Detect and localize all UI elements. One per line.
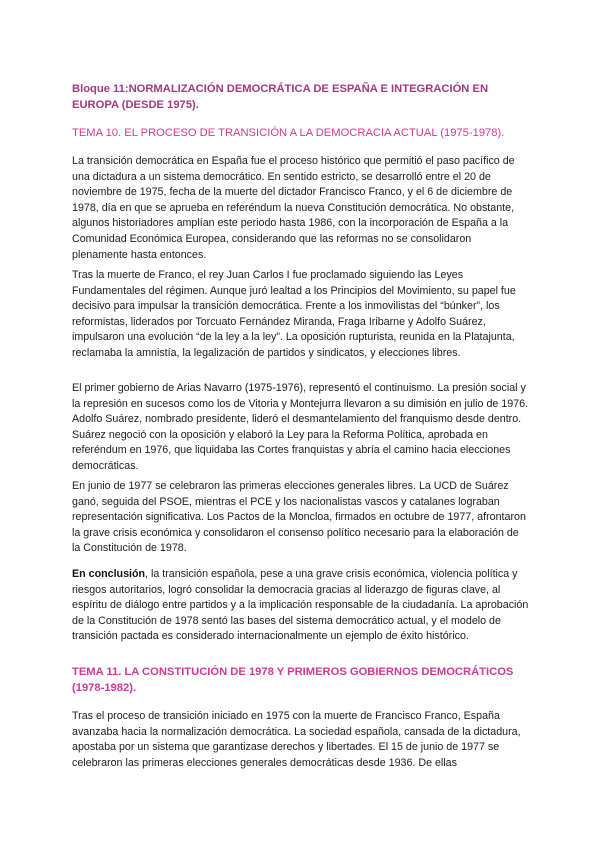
tema-11-paragraph-1: Tras el proceso de transición iniciado en 1975 con la muerte de Francisco Franco, España avanzaba hacia la normalización democrática. La sociedad española, cansada de la dictadura, apostaba por un sistema que garantizase derechos y libertades. El 15 de junio de 1977 se celebraron las primeras elecciones generales democráticas desde 1936. De ellas bbox=[72, 710, 521, 769]
tema-10-conclusion bbox=[72, 567, 530, 645]
tema-10-paragraph-2: Tras la muerte de Franco, el rey Juan Carlos I fue proclamado siguiendo las Leyes Fundamentales del régimen. Aunque juró lealtad a los Principios del Movimiento, su papel fue decisivo para impulsar la transición democrática. Frente a los inmovilistas del “búnker”, los reformistas, liderados por Torcuato Fernández Miranda, Fraga Iribarne y Adolfo Suárez, impulsaron una evolución “de la ley a la ley”. La oposición rupturista, reunida en la Platajunta, reclamaba la amnistía, la legalización de partidos y sindicatos, y elecciones libres. bbox=[72, 269, 516, 359]
tema-11-title: TEMA 11. LA CONSTITUCIÓN DE 1978 Y PRIMEROS GOBIERNOS DEMOCRÁTICOS (1978-1982). bbox=[72, 666, 514, 694]
tema-10-title: TEMA 10. EL PROCESO DE TRANSICIÓN A LA DEMOCRACIA ACTUAL (1975-1978). bbox=[72, 127, 505, 139]
tema-10-paragraph-4: En junio de 1977 se celebraron las primeras elecciones generales libres. La UCD de Suárez ganó, seguida del PSOE, mientras el PCE y los nacionalistas vascos y catalanes lograban representación significativa. Los Pactos de la Moncloa, firmados en octubre de 1977, afrontaron la grave crisis económica y consolidaron el consenso político necesario para la elaboración de la Constitución de 1978. bbox=[72, 480, 526, 555]
conclusion-lead: En conclusión bbox=[72, 568, 146, 580]
conclusion-text: , la transición española, pese a una grave crisis económica, violencia política y riesgos autoritarios, logró consolidar la democracia gracias al liderazgo de figuras clave, al espíritu de diálogo entre partidos y a la implicación responsable de la ciudadanía. La aprobación de la Constitución de 1978 sentó las bases del sistema democrático actual, y el modelo de transición pactada es considerado internacionalmente un ejemplo de éxito histórico. bbox=[72, 568, 529, 643]
tema-10-paragraph-3: El primer gobierno de Arias Navarro (1975-1976), representó el continuismo. La presión social y la represión en sucesos como los de Vitoria y Montejurra llevaron a su dimisión en julio de 1976. Adolfo Suárez, nombrado presidente, lideró el desmantelamiento del franquismo desde dentro. Suárez negoció con la oposición y elaboró la Ley para la Reforma Política, aprobada en referéndum en 1976, que liquidaba las Cortes franquistas y abría el camino hacia elecciones democráticas. bbox=[72, 382, 529, 472]
block-title: Bloque 11:NORMALIZACIÓN DEMOCRÁTICA DE ESPAÑA E INTEGRACIÓN EN EUROPA (DESDE 1975). bbox=[72, 83, 489, 111]
tema-10-paragraph-1: La transición democrática en España fue el proceso histórico que permitió el paso pacífico de una dictadura a un sistema democrático. En sentido estricto, se desarrolló entre el 20 de noviembre de 1975, fecha de la muerte del dictador Francisco Franco, y el 6 de diciembre de 1978, día en que se aprueba en referéndum la nueva Constitución democrática. No obstante, algunos historiadores amplían este periodo hasta 1986, con la incorporación de España a la Comunidad Económica Europea, considerando que las reformas no se consolidaron plenamente hasta entonces. bbox=[72, 155, 515, 261]
